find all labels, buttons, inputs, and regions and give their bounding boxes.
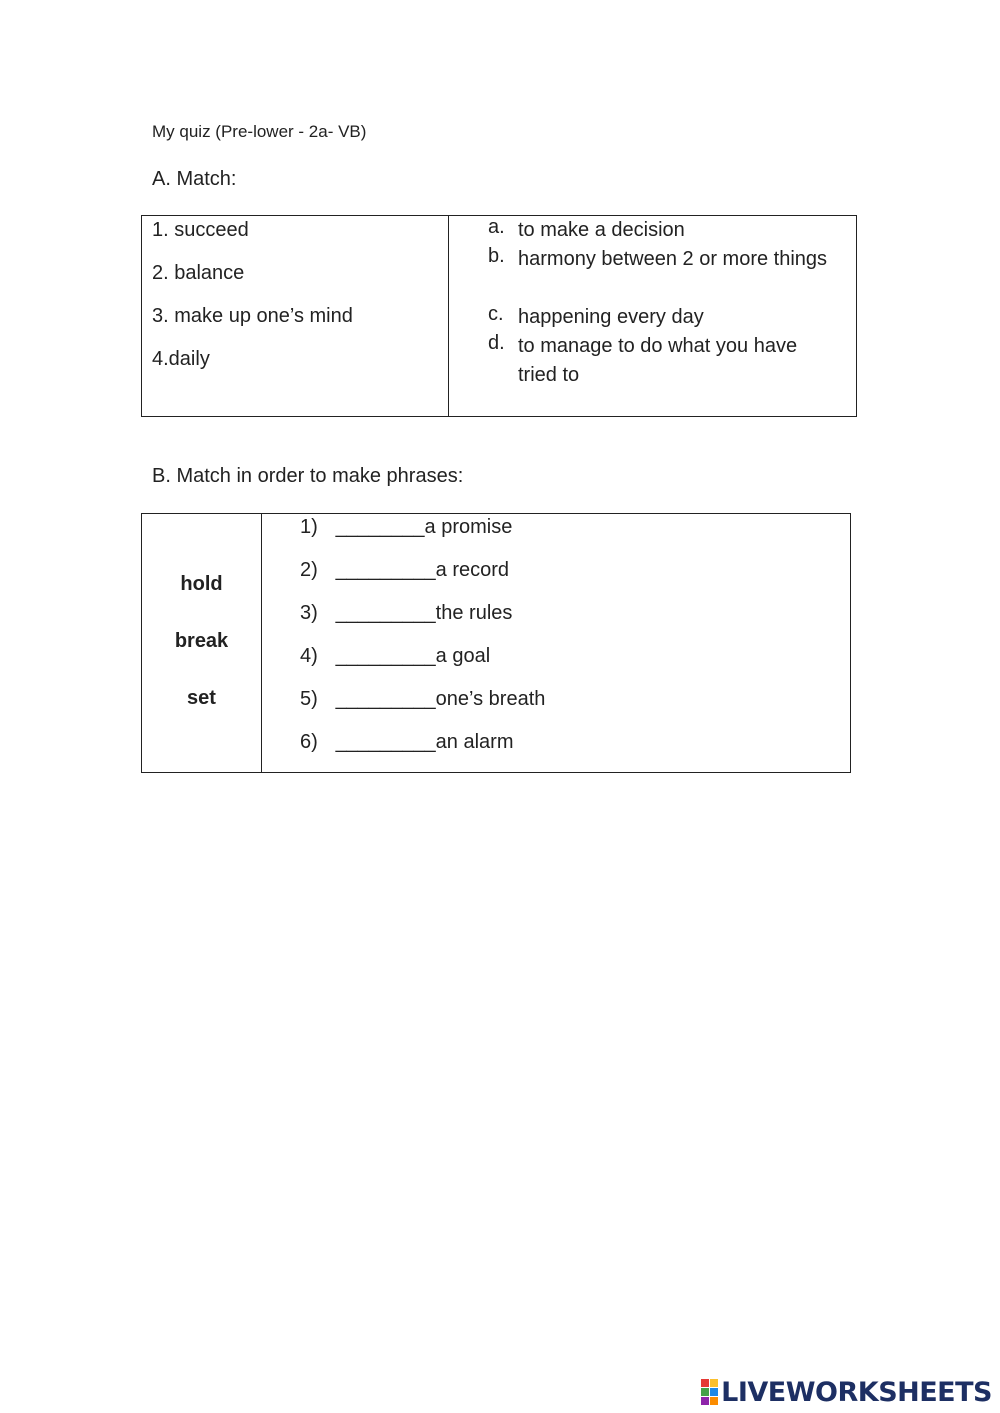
word-item: 2. balance <box>152 262 245 284</box>
phrase-item <box>300 688 545 711</box>
phrase-text: an alarm <box>435 731 514 753</box>
phrase-text: the rules <box>435 602 513 624</box>
phrase-number: 2) <box>300 559 318 581</box>
phrase-number: 6) <box>300 731 318 753</box>
answer-blank[interactable]: _________ <box>335 731 436 753</box>
answer-blank[interactable]: _________ <box>335 688 436 710</box>
section-a-heading: A. Match: <box>152 168 237 190</box>
quiz-title: My quiz (Pre-lower - 2a- VB) <box>152 122 367 141</box>
phrase-number: 3) <box>300 602 318 624</box>
definition-letter: c. <box>488 303 504 325</box>
answer-blank[interactable]: _________ <box>335 645 436 667</box>
phrase-text: a goal <box>435 645 491 667</box>
answer-blank[interactable]: ________ <box>335 516 425 538</box>
phrase-item <box>300 645 490 668</box>
liveworksheets-logo[interactable] <box>701 1375 992 1409</box>
logo-text: LIVEWORKSHEETS <box>721 1376 992 1408</box>
definition-letter: d. <box>488 332 505 354</box>
verb-item: break <box>174 630 229 652</box>
matching-table-b <box>141 513 851 773</box>
word-item: 3. make up one’s mind <box>152 305 353 327</box>
definition-text: to manage to do what you have tried to <box>518 335 798 386</box>
column-divider <box>261 514 262 772</box>
definition-text: happening every day <box>518 306 704 328</box>
phrase-item <box>300 602 512 625</box>
phrase-number: 5) <box>300 688 318 710</box>
phrase-text: a promise <box>424 516 513 538</box>
word-item: 4.daily <box>152 348 210 370</box>
definition-letter: a. <box>488 216 505 238</box>
phrase-text: one’s breath <box>435 688 546 710</box>
definition-text: harmony between 2 or more things <box>518 248 828 270</box>
word-item: 1. succeed <box>152 219 249 241</box>
section-b-heading: B. Match in order to make phrases: <box>152 465 464 487</box>
definition-letter: b. <box>488 245 505 267</box>
phrase-item <box>300 516 512 539</box>
phrase-item <box>300 731 513 754</box>
logo-blocks-icon <box>701 1379 718 1405</box>
phrase-number: 4) <box>300 645 318 667</box>
verb-item: set <box>187 687 216 709</box>
answer-blank[interactable]: _________ <box>335 602 436 624</box>
definition-text: to make a decision <box>518 219 685 241</box>
phrase-number: 1) <box>300 516 318 538</box>
matching-table-a <box>141 215 857 417</box>
column-divider <box>448 216 449 416</box>
phrase-text: a record <box>435 559 510 581</box>
verb-item: hold <box>180 573 223 595</box>
answer-blank[interactable]: _________ <box>335 559 436 581</box>
phrase-item <box>300 559 509 582</box>
